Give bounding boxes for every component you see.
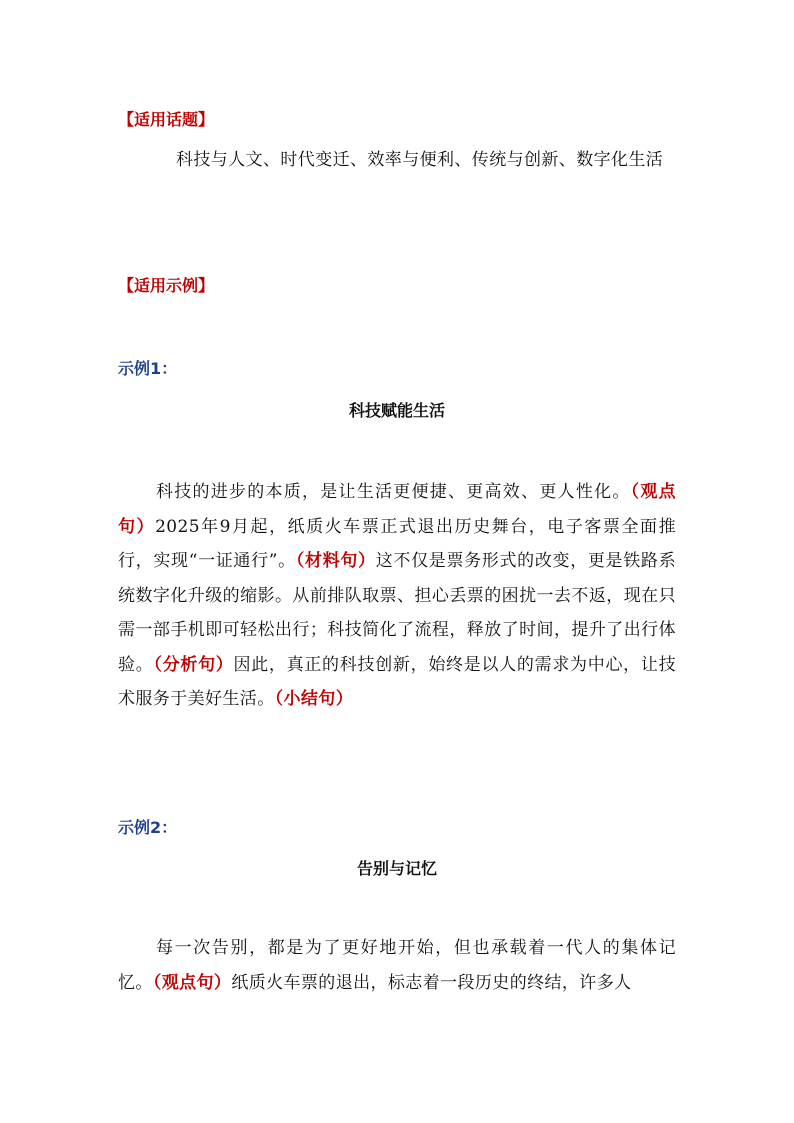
example2-label: 示例2：	[118, 818, 178, 837]
example1-summary-sentence: 因此，真正的科技创新，始终是以人的需求为中心，让技术服务于美好生活。	[118, 654, 676, 709]
example1-viewpoint-sentence: 科技的进步的本质，是让生活更便捷、更高效、更人性化。	[156, 482, 631, 502]
topics-text: 科技与人文、时代变迁、效率与便利、传统与创新、数字化生活	[176, 150, 664, 170]
example1-analysis-sentence: 这不仅是票务形式的改变，更是铁路系统数字化升级的缩影。从前排队取票、担心丢票的困扰一去不返，现在只需一部手机即可轻松出行；科技简化了流程，释放了时间，提升了出行体验。	[118, 551, 676, 675]
example1-paragraph	[118, 475, 676, 717]
example2-paragraph	[118, 931, 676, 1000]
viewpoint-tag: （观点句）	[118, 482, 677, 537]
example1-title: 科技赋能生活	[348, 401, 445, 420]
example2-title: 告别与记忆	[356, 859, 437, 878]
summary-tag: （小结句）	[274, 689, 354, 709]
examples-heading: 【适用示例】	[118, 276, 215, 295]
analysis-tag: （分析句）	[153, 654, 234, 675]
example2-continuation: 纸质火车票的退出，标志着一段历史的终结，许多人	[231, 972, 632, 993]
example1-label: 示例1：	[118, 359, 178, 378]
material-tag: （材料句）	[295, 551, 376, 571]
example1-material-sentence: 2025年9月起，纸质火车票正式退出历史舞台，电子客票全面推行，实现“一证通行”。	[118, 516, 676, 571]
topics-heading: 【适用话题】	[118, 110, 215, 129]
viewpoint-tag: （观点句）	[152, 972, 232, 993]
example2-viewpoint-sentence: 每一次告别，都是为了更好地开始，但也承载着一代人的集体记忆。	[118, 938, 676, 993]
